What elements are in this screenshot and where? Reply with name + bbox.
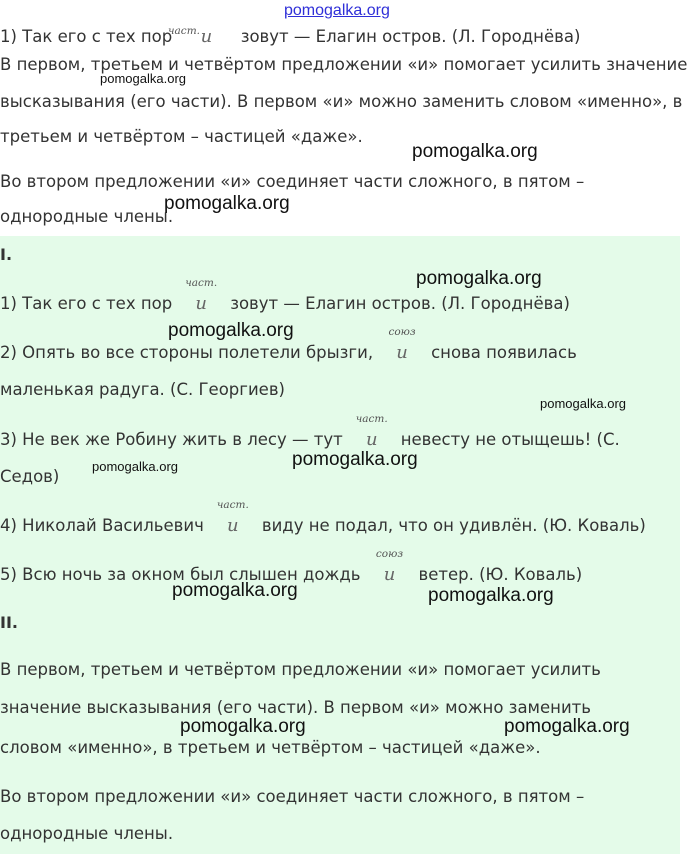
explanation-line: однородные члены. [0,207,174,226]
sentence-text: зовут — Елагин остров. (Л. Городнёва) [240,27,581,46]
particle-tag: част. [168,25,200,37]
watermark: pomogalka.org [416,268,542,289]
sentence-text: 5) Всю ночь за окном был слышен дождь [0,565,361,584]
section-header: II. [0,613,18,632]
explanation-line: В первом, третьем и четвёртом предложении «и» помогает усилить значение [0,55,687,74]
watermark: pomogalka.org [92,459,178,474]
particle-i: част. и [216,499,249,536]
explanation-line: словом «именно», в третьем и четвёртом – частицей «даже». [0,738,541,757]
watermark: pomogalka.org [164,193,290,214]
explanation-line: значение высказывания (его части). В первом «и» можно заменить [0,698,592,717]
sentence-text: невесту не отыщешь! (С. [400,430,620,449]
watermark: pomogalka.org [428,585,554,606]
explanation-line: Во втором предложении «и» соединяет части сложного, в пятом – [0,172,585,191]
watermark: pomogalka.org [540,396,626,411]
section-header: I. [0,245,13,264]
particle-i: союз и [375,548,404,585]
explanation-line: высказывания (его части). В первом «и» можно заменить словом «именно», в [0,92,683,111]
watermark: pomogalka.org [172,580,298,601]
watermark: pomogalka.org [504,716,630,737]
sentence-text: 2) Опять во все стороны полетели брызги, [0,343,374,362]
explanation-line: Во втором предложении «и» соединяет части сложного, в пятом – [0,787,585,806]
particle-i: и [200,26,213,47]
watermark: pomogalka.org [180,716,306,737]
particle-i: союз и [388,326,416,363]
sentence-3 [0,413,620,450]
watermark: pomogalka.org [412,141,538,162]
sentence-text: виду не подал, что он удивлён. (Ю. Коваль) [261,516,646,535]
sentence-4 [0,499,646,536]
particle-i: част. и [185,277,218,314]
watermark: pomogalka.org [100,71,186,86]
watermark: pomogalka.org [292,449,418,470]
sentence-text: 1) Так его с тех пор [0,27,173,46]
green-answer-block [0,236,680,854]
sentence-text: снова появилась [431,343,577,362]
explanation-line: В первом, третьем и четвёртом предложении «и» помогает усилить [0,660,601,679]
sentence-2-continuation: маленькая радуга. (С. Георгиев) [0,380,285,399]
explanation-line: однородные члены. [0,824,174,843]
explanation-line: третьем и четвёртом – частицей «даже». [0,127,363,146]
site-link[interactable]: pomogalka.org [284,2,390,19]
sentence-3-continuation: Седов) [0,467,60,486]
sentence-text: 1) Так его с тех пор [0,294,173,313]
sentence-text: ветер. (Ю. Коваль) [418,565,583,584]
watermark: pomogalka.org [168,320,294,341]
sentence-text: 4) Николай Васильевич [0,516,204,535]
sentence-text: зовут — Елагин остров. (Л. Городнёва) [230,294,570,313]
sentence-text: 3) Не век же Робину жить в лесу — тут [0,430,343,449]
particle-i: част. и [355,413,388,450]
